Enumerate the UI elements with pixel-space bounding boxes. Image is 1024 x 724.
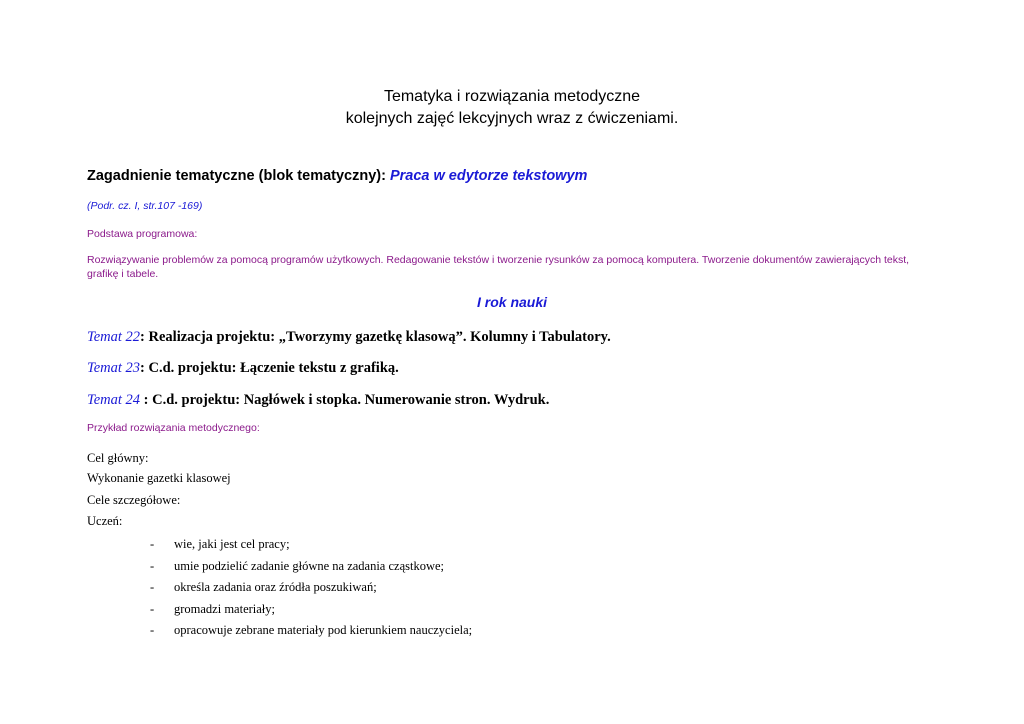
list-item-text: gromadzi materiały; [174,601,276,616]
list-item [150,577,472,599]
list-dash: - [150,623,155,637]
lesson-separator: : [140,329,149,345]
list-item [150,534,472,556]
list-dash: - [150,580,155,594]
main-goal-label: Cel główny: [87,451,149,465]
main-goal-text: Wykonanie gazetki klasowej [87,471,231,485]
lesson-separator: : [140,360,149,376]
topic-value: Praca w edytorze tekstowym [389,168,588,184]
topic-label: Zagadnienie tematyczne (blok tematyczny): [87,168,390,184]
lesson-separator: : [140,392,153,408]
lesson-number: Temat 23 [87,360,141,376]
topic-heading [87,168,587,184]
specific-goals-list [150,534,472,642]
year-heading: I rok nauki [476,294,548,310]
list-item-text: opracowuje zebrane materiały pod kierunkiem nauczyciela; [174,623,473,637]
list-item-text: umie podzielić zadanie główne na zadania cząstkowe; [174,558,445,573]
lesson-23 [87,360,399,377]
lesson-number: Temat 24 [87,392,141,408]
curriculum-basis-label: Podstawa programowa: [87,228,198,240]
curriculum-basis-text: Rozwiązywanie problemów za pomocą programów użytkowych. Redagowanie tekstów i tworzenie rysunków za pomocą komputera. Tworzenie dokumentów zawierających tekst, grafikę i tabele. [87,254,910,280]
student-label: Uczeń: [87,514,123,528]
lesson-22 [87,329,611,346]
list-item [150,620,472,642]
list-dash: - [150,537,155,551]
document-title [0,86,1024,130]
lesson-title: C.d. projektu: Nagłówek i stopka. Numerowanie stron. Wydruk. [152,392,550,408]
lesson-24 [87,392,549,409]
title-line-1: Tematyka i rozwiązania metodyczne [383,88,641,105]
list-item [150,556,472,578]
list-dash: - [150,558,155,573]
textbook-reference: (Podr. cz. I, str.107 -169) [87,200,203,212]
lesson-title: Realizacja projektu: „Tworzymy gazetkę klasową”. Kolumny i Tabulatory. [148,329,611,345]
list-item-text: wie, jaki jest cel pracy; [174,537,290,551]
list-item-text: określa zadania oraz źródła poszukiwań; [174,580,377,594]
lesson-number: Temat 22 [87,329,141,345]
list-dash: - [150,601,155,616]
specific-goals-label: Cele szczegółowe: [87,493,181,507]
method-example-label: Przykład rozwiązania metodycznego: [87,422,260,434]
list-item [150,599,472,621]
title-line-2: kolejnych zajęć lekcyjnych wraz z ćwiczeniami. [345,110,679,127]
lesson-title: C.d. projektu: Łączenie tekstu z grafiką. [148,360,399,376]
